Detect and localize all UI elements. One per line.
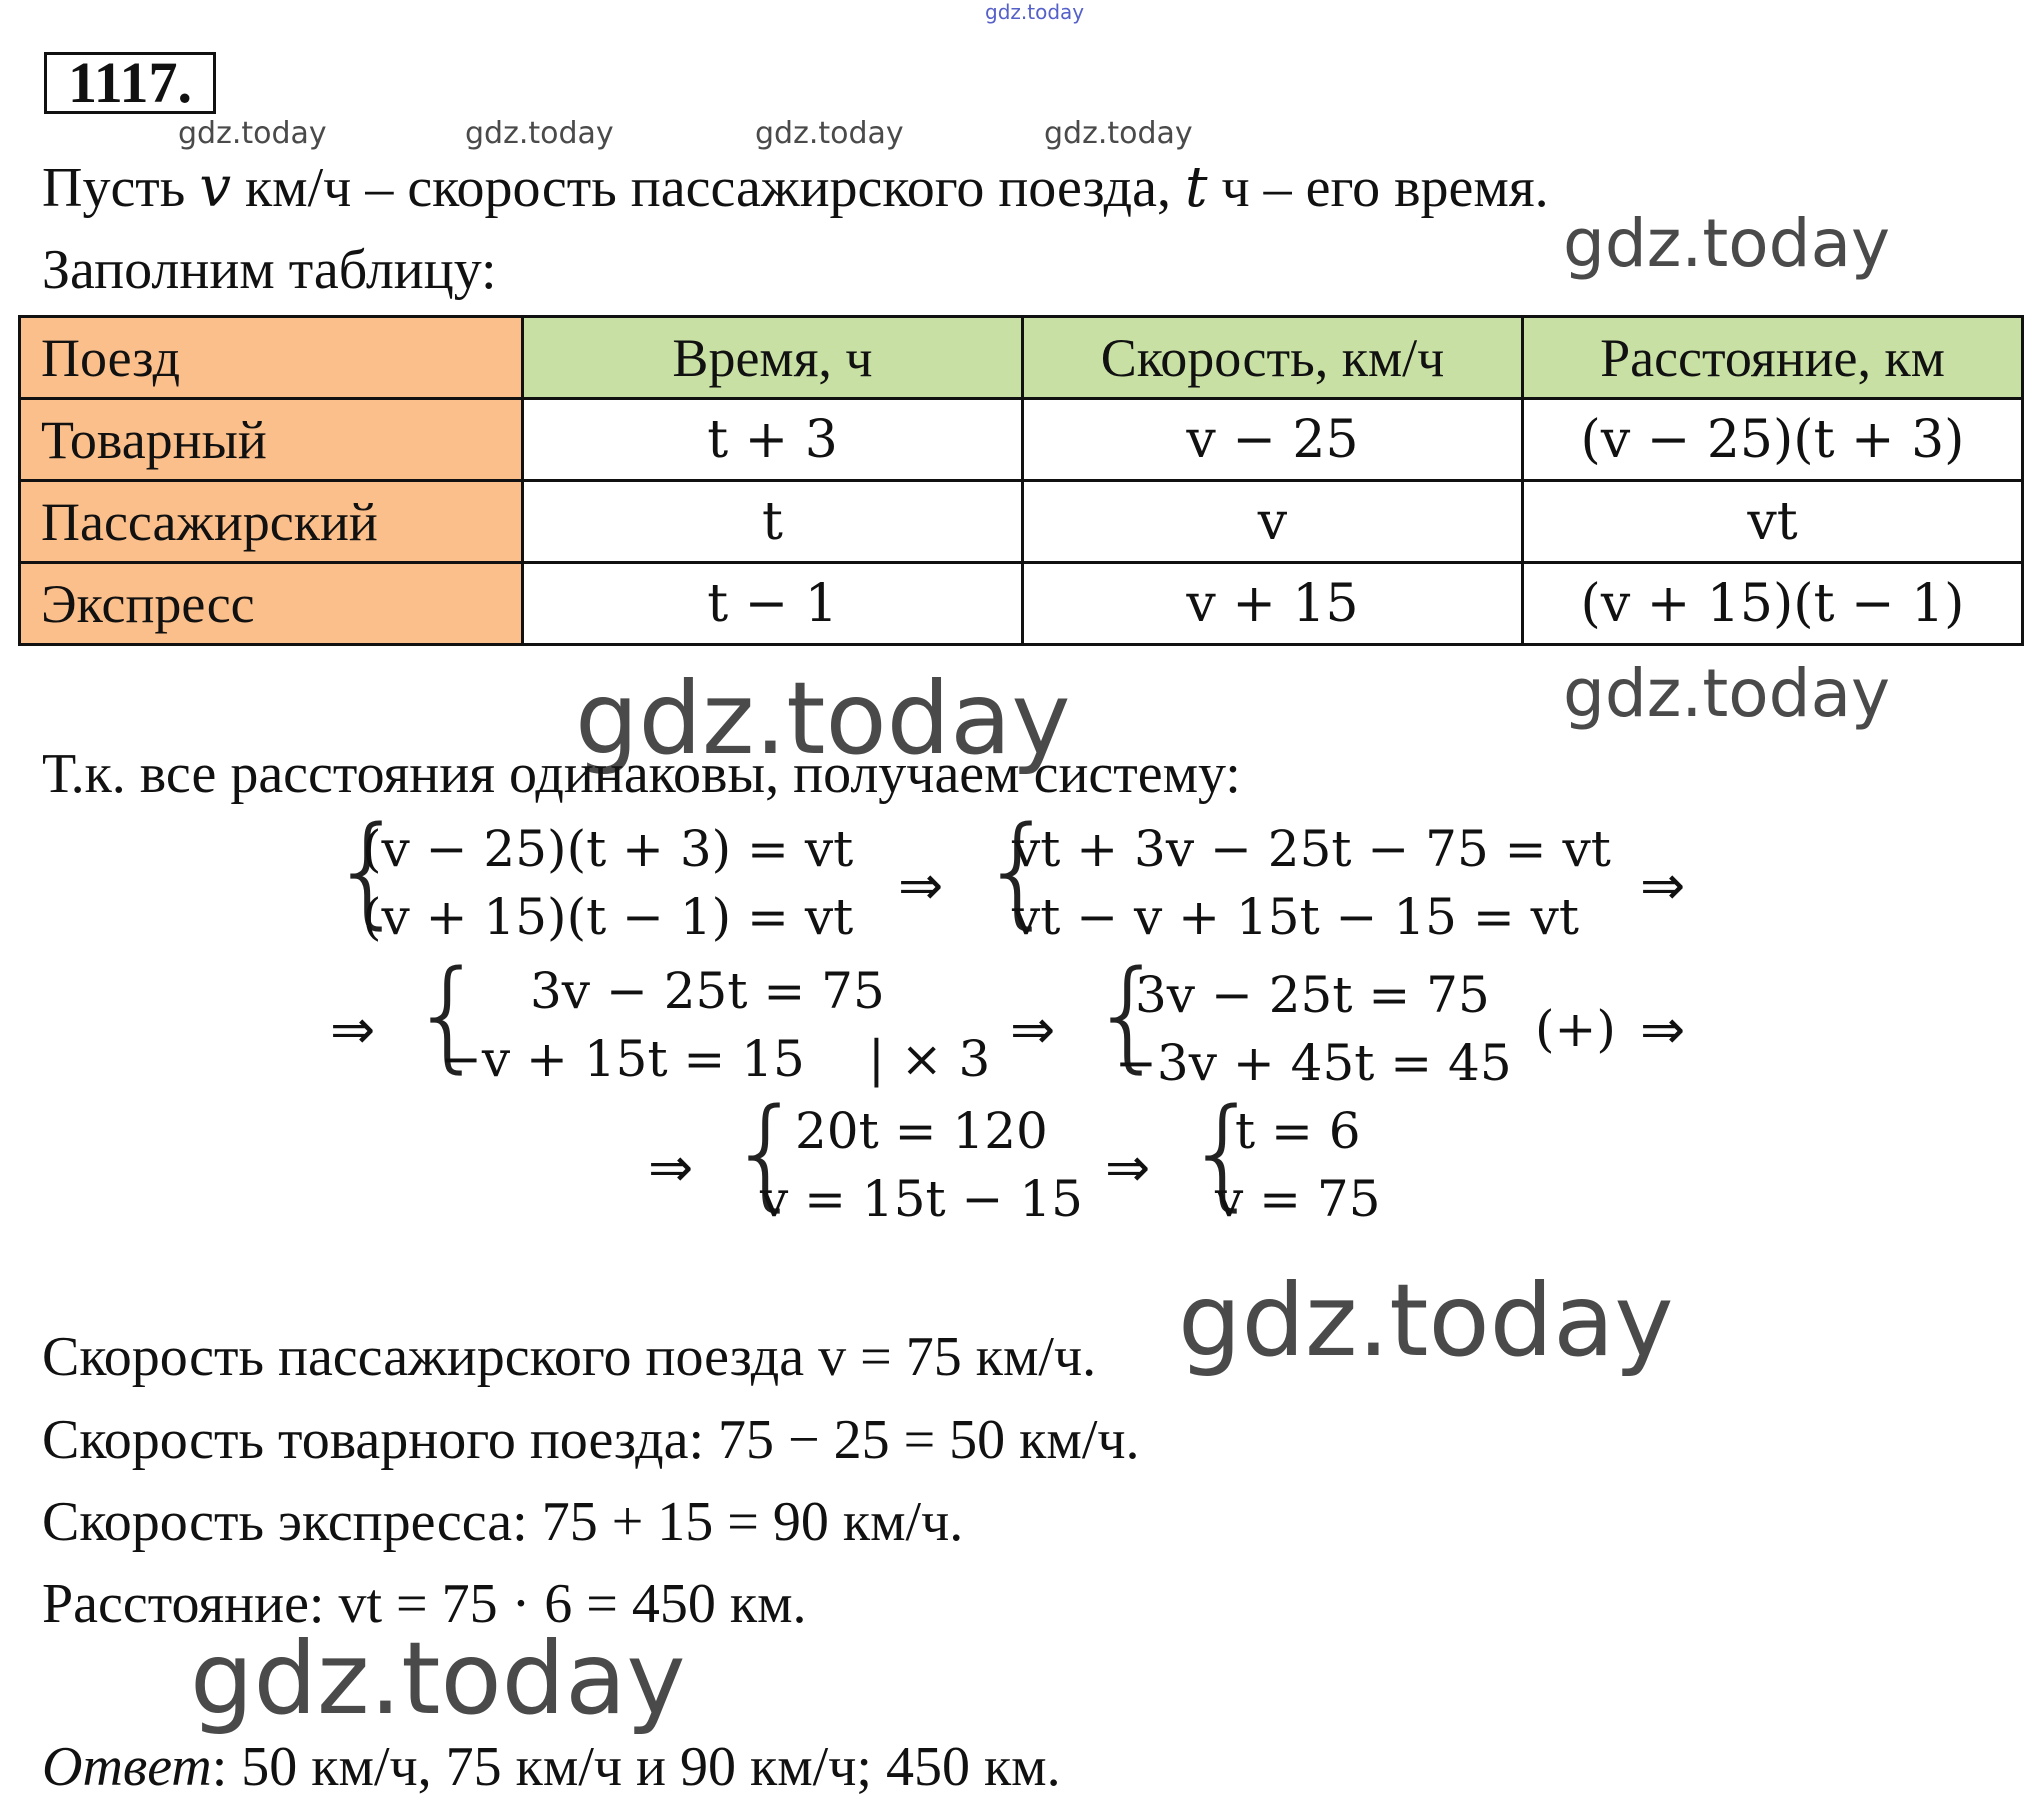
implies-arrow-5: ⇒: [1640, 998, 1686, 1061]
implies-arrow-3: ⇒: [330, 998, 376, 1061]
implies-arrow-7: ⇒: [1105, 1136, 1151, 1199]
var-v: v: [199, 155, 231, 220]
system-6-eq-2: v = 75: [1215, 1170, 1381, 1228]
system-2-eq-1: vt + 3v − 25t − 75 = vt: [1012, 820, 1611, 878]
table-cell: v: [1023, 481, 1523, 563]
intro-line-2: Заполним таблицу:: [42, 239, 497, 301]
system-1-eq-2: (v + 15)(t − 1) = vt: [362, 888, 854, 946]
brace-6: {: [1185, 1084, 1262, 1223]
table-cell: v − 25: [1023, 399, 1523, 481]
watermark-small-3: gdz.today: [755, 116, 904, 151]
system-4-eq-1: 3v − 25t = 75: [1135, 966, 1490, 1024]
answer-text: : 50 км/ч, 75 км/ч и 90 км/ч; 450 км.: [211, 1736, 1061, 1798]
table-cell: t: [523, 481, 1023, 563]
implies-arrow-6: ⇒: [648, 1136, 694, 1199]
watermark-small-4: gdz.today: [1044, 116, 1193, 151]
table-cell: (v − 25)(t + 3): [1523, 399, 2023, 481]
system-6-eq-1: t = 6: [1235, 1102, 1361, 1160]
watermark-large-4: gdz.today: [1178, 1262, 1674, 1379]
table-cell: v + 15: [1023, 563, 1523, 645]
answer-label: Ответ: [42, 1736, 212, 1798]
system-3-eq-2: −v + 15t = 15: [440, 1030, 805, 1088]
system-4-note: (+): [1535, 1000, 1616, 1058]
table-cell: t − 1: [523, 563, 1023, 645]
table-row: [20, 481, 2023, 563]
brace-1: {: [330, 802, 407, 941]
table-cell: Товарный: [20, 399, 523, 481]
brace-4: {: [1090, 946, 1167, 1085]
result-line-3: Скорость экспресса: 75 + 15 = 90 км/ч.: [42, 1491, 964, 1553]
result-line-2: Скорость товарного поезда: 75 − 25 = 50 км/ч.: [42, 1409, 1140, 1471]
implies-arrow-2: ⇒: [1640, 854, 1686, 917]
system-4-eq-2: −3v + 45t = 45: [1115, 1034, 1512, 1092]
problem-number: 1117.: [44, 52, 216, 114]
result-line-1: Скорость пассажирского поезда v = 75 км/ч.: [42, 1326, 1097, 1388]
brace-3: {: [410, 946, 487, 1085]
system-1-eq-1: (v − 25)(t + 3) = vt: [362, 820, 854, 878]
brace-5: {: [728, 1084, 805, 1223]
table-header-row: [20, 317, 2023, 399]
table-header-cell: Поезд: [20, 317, 523, 399]
table-header-cell: Расстояние, км: [1523, 317, 2023, 399]
watermark-large-3: gdz.today: [575, 660, 1071, 777]
intro-line-1: Пусть v км/ч – скорость пассажирского поезда, t ч – его время.: [42, 155, 1549, 220]
watermark-small-1: gdz.today: [178, 116, 327, 151]
answer-line: [42, 1735, 1061, 1799]
implies-arrow-1: ⇒: [898, 854, 944, 917]
table-header-cell: Время, ч: [523, 317, 1023, 399]
system-3-note: | × 3: [868, 1030, 991, 1088]
table-row: [20, 563, 2023, 645]
watermark-small-2: gdz.today: [465, 116, 614, 151]
table-cell: (v + 15)(t − 1): [1523, 563, 2023, 645]
table-cell: Пассажирский: [20, 481, 523, 563]
system-3-eq-1: 3v − 25t = 75: [530, 962, 885, 1020]
system-5-eq-2: v = 15t − 15: [760, 1170, 1083, 1228]
implies-arrow-4: ⇒: [1010, 998, 1056, 1061]
watermark-large-5: gdz.today: [190, 1620, 686, 1737]
table-cell: Экспресс: [20, 563, 523, 645]
system-5-eq-1: 20t = 120: [795, 1102, 1048, 1160]
system-intro: Т.к. все расстояния одинаковы, получаем систему:: [42, 743, 1241, 805]
system-2-eq-2: vt − v + 15t − 15 = vt: [1012, 888, 1579, 946]
brace-2: {: [980, 802, 1057, 941]
trains-table: [18, 315, 2024, 646]
table-cell: t + 3: [523, 399, 1023, 481]
table-cell: vt: [1523, 481, 2023, 563]
watermark-top: gdz.today: [985, 0, 1085, 24]
table-row: [20, 399, 2023, 481]
table-header-cell: Скорость, км/ч: [1023, 317, 1523, 399]
watermark-large-1: gdz.today: [1563, 205, 1891, 282]
var-t: t: [1184, 155, 1208, 220]
watermark-large-2: gdz.today: [1563, 655, 1891, 732]
result-line-4: Расстояние: vt = 75 · 6 = 450 км.: [42, 1573, 807, 1635]
